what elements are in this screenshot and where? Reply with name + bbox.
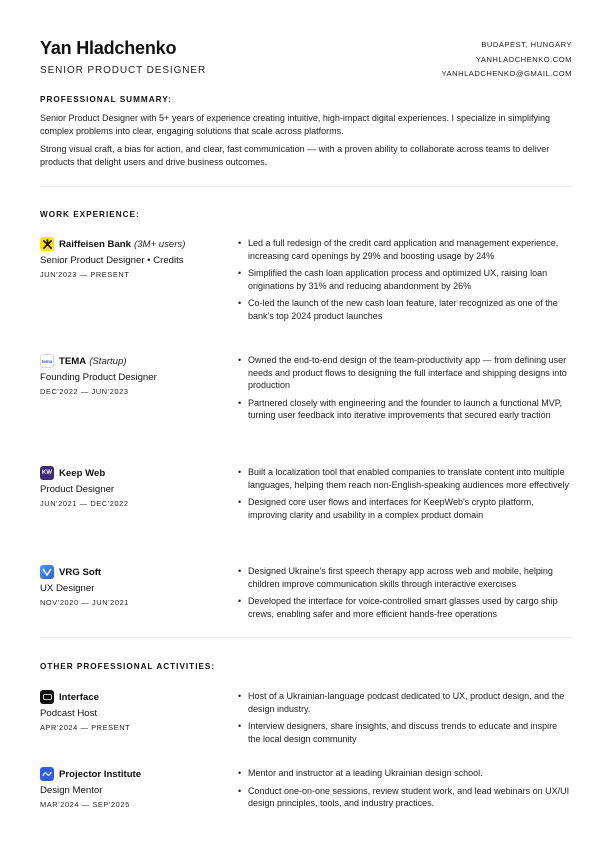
tema-logo-icon: tema [40,354,54,368]
list-item: • Co-led the launch of the new cash loan feature, later recognized as one of the bank's top 2024 product launches [238,297,572,322]
activities-heading: OTHER PROFESSIONAL ACTIVITIES: [40,662,216,671]
summary-heading: PROFESSIONAL SUMMARY: [40,95,172,104]
summary-paragraph: Strong visual craft, a bias for action, and clear, fast communication — with a proven ability to collaborate across teams to deliver products that delight users and drive business outcomes. [40,144,550,167]
achievement-list [238,565,572,625]
list-item: • Conduct one-on-one sessions, review student work, and lead webinars on UX/UI design principles, tools, and industry practices. [238,785,572,810]
position-title: Design Mentor [40,785,103,796]
section-divider [40,186,572,187]
entry-meta [40,565,235,607]
activity-list [238,767,572,815]
achievement-list [238,354,572,427]
company-note: (3M+ users) [133,238,186,250]
company-name: Raiffeisen Bank [59,238,131,250]
work-heading: WORK EXPERIENCE: [40,210,140,219]
company-note: (Startup) [89,355,127,367]
position-title: Senior Product Designer • Credits [40,255,184,266]
company-line [40,565,235,579]
company-name: Projector Institute [59,768,142,780]
contact-info [442,38,572,82]
company-line [40,466,235,480]
position-title: Founding Product Designer [40,372,157,383]
contact-location: BUDAPEST, HUNGARY [481,40,572,49]
resume-header [40,38,572,86]
entry-meta [40,466,235,508]
list-item: • Owned the end-to-end design of the team-productivity app — from defining user needs and product flows to designing the full interface and shipping designs into production [238,354,572,392]
company-line [40,767,235,781]
entry-meta [40,690,235,732]
list-item: • Built a localization tool that enabled companies to translate content into multiple languages, helping them reach non-English-speaking audiences more effectively [238,466,572,491]
list-item: • Interview designers, share insights, and discuss trends to educate and inspire the local design community [238,720,572,745]
entry-meta [40,237,235,279]
entry-meta [40,354,235,396]
company-name: TEMA [59,355,87,367]
company-name: Interface [59,691,99,703]
position-title: Product Designer [40,484,115,495]
achievement-list [238,466,572,526]
list-item: • Designed core user flows and interfaces for KeepWeb's crypto platform, improving clarity and usability in a complex product domain [238,496,572,521]
summary-text [40,112,572,174]
list-item: • Host of a Ukrainian-language podcast dedicated to UX, product design, and the design industry. [238,690,572,715]
achievement-list [238,237,572,327]
list-item: • Designed Ukraine's first speech therapy app across web and mobile, helping children improve communication skills through interactive exercises [238,565,572,590]
contact-website[interactable]: YANHLADCHENKO.COM [475,54,572,64]
list-item: • Developed the interface for voice-controlled smart glasses used by cargo ship crews, enabling safer and more efficient hands-free operations [238,595,572,620]
summary-paragraph: Senior Product Designer with 5+ years of experience creating intuitive, high-impact digital experiences. I specialize in simplifying complex problems into clear, engaging solutions that scale across platforms. [40,113,551,136]
candidate-name: Yan Hladchenko [40,38,177,58]
list-item: • Partnered closely with engineering and the founder to launch a functional MVP, turning user feedback into iterative improvements that secured early traction [238,397,572,422]
employment-dates: NOV'2020 — JUN'2021 [40,598,129,607]
position-title: UX Designer [40,583,95,594]
company-name: VRG Soft [59,566,102,578]
projector-logo-icon [40,767,54,781]
list-item: • Simplified the cash loan application process and optimized UX, raising loan originations by 31% and reducing abandonment by 26% [238,267,572,292]
company-line [40,354,235,368]
employment-dates: DEC'2022 — JUN'2023 [40,387,129,396]
raiffeisen-logo-icon [40,237,54,251]
employment-dates: JUN'2021 — DEC'2022 [40,499,129,508]
list-item: • Led a full redesign of the credit card application and management experience, increasing card openings by 29% and boosting usage by 24% [238,237,572,262]
company-line [40,690,235,704]
list-item: • Mentor and instructor at a leading Ukrainian design school. [238,767,572,780]
employment-dates: JUN'2023 — PRESENT [40,270,130,279]
position-title: Podcast Host [40,708,98,719]
activity-dates: MAR'2024 — SEP'2025 [40,800,130,809]
contact-email[interactable]: YANHLADCHENKO@GMAIL.COM [441,69,572,78]
company-name: Keep Web [59,467,106,479]
vrgsoft-logo-icon [40,565,54,579]
section-divider [40,637,572,638]
company-line [40,237,235,251]
candidate-title: SENIOR PRODUCT DESIGNER [40,65,207,76]
entry-meta [40,767,235,809]
activity-dates: APR'2024 — PRESENT [40,723,131,732]
keepweb-logo-icon: KW [40,466,54,480]
interface-logo-icon [40,690,54,704]
activity-list [238,690,572,750]
